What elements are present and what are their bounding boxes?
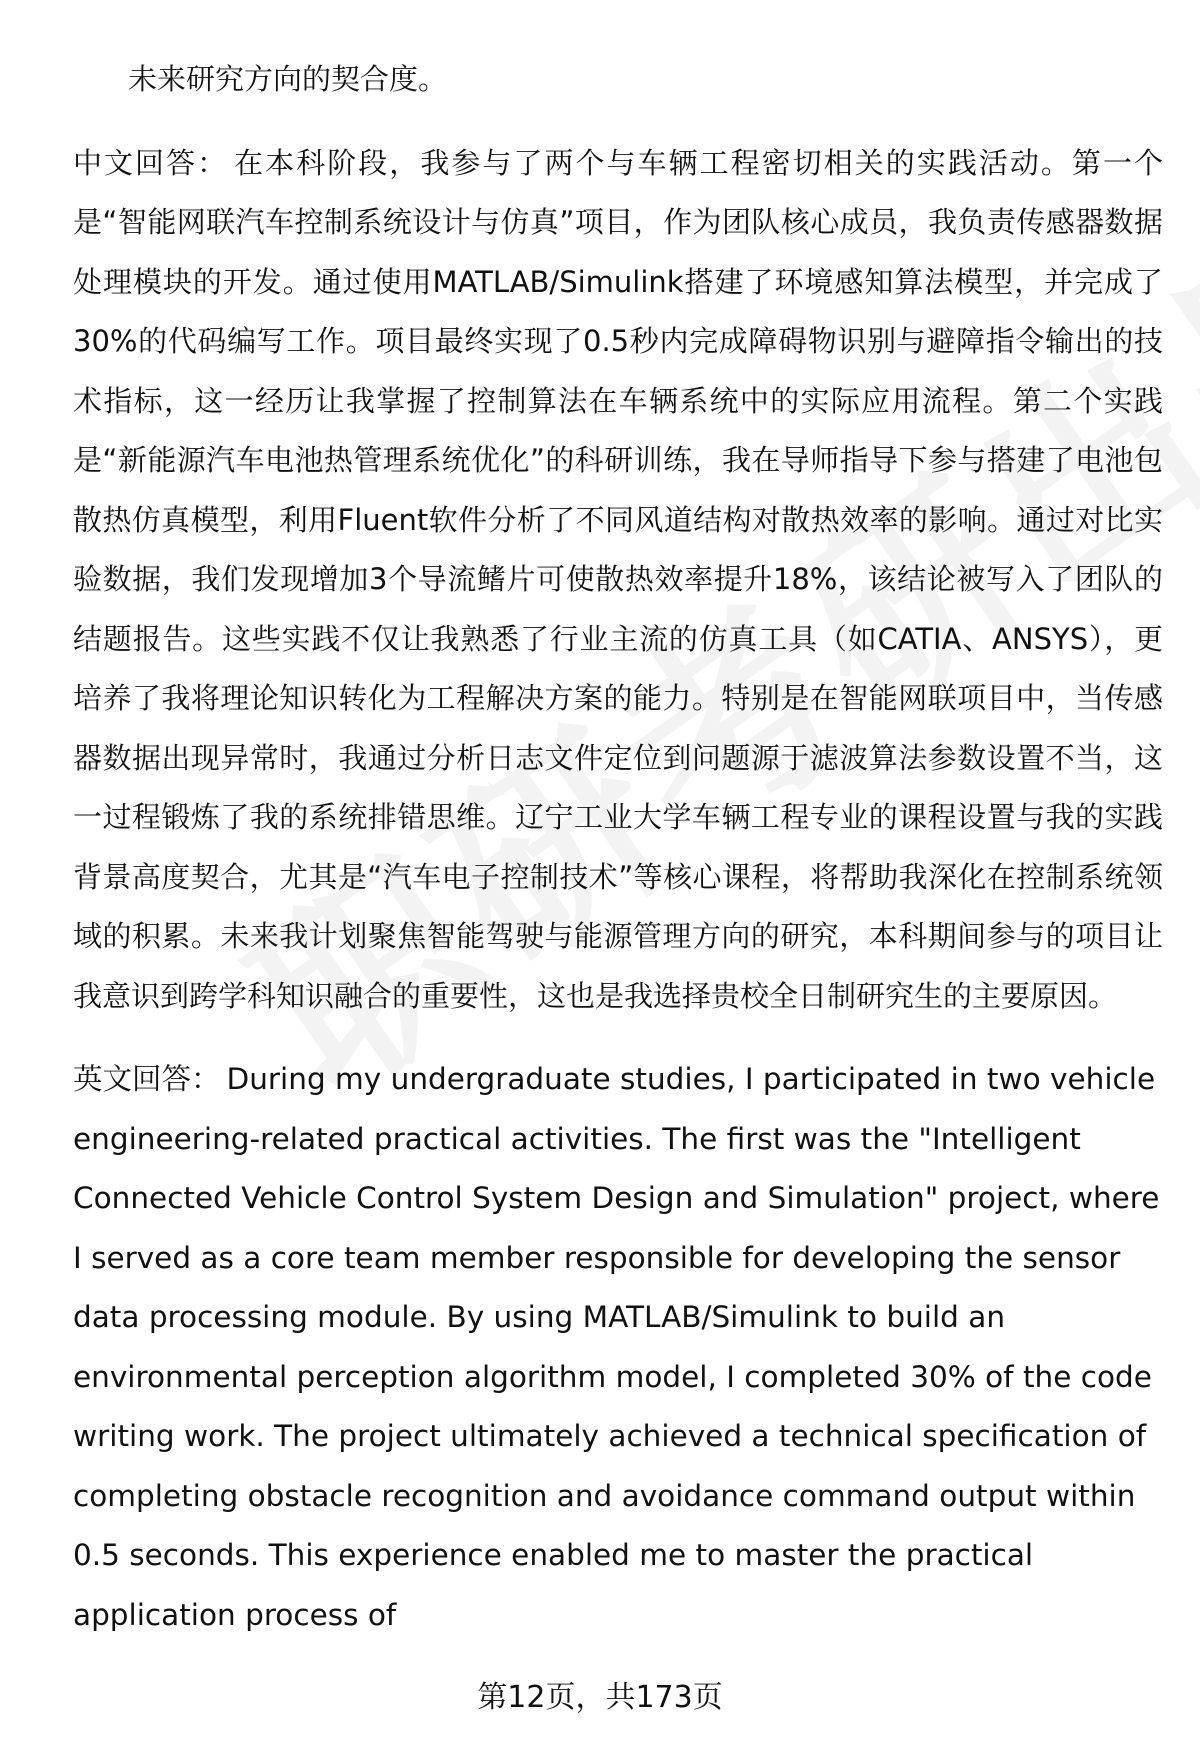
page-number: 第12页，共173页 xyxy=(477,1680,723,1715)
chinese-answer-paragraph xyxy=(73,134,1163,1027)
chinese-answer-label: 中文回答： xyxy=(73,145,229,180)
english-answer-label: 英文回答： xyxy=(73,1062,221,1096)
paragraph-gap xyxy=(73,1026,1163,1050)
continuation-text: 未来研究方向的契合度。 xyxy=(128,62,448,96)
english-answer-text: During my undergraduate studies, I participated in two vehicle engineering-related practical activities. The first was the "Intelligent Connected Vehicle Control System Design and Simulation" project, where I served as a core team member responsible for developing the sensor data processing module. By using MATLAB/Simulink to build an environmental perception algorithm model, I completed 30% of the code writing work. The project ultimately achieved a technical specification of completing obstacle recognition and avoidance command output within 0.5 seconds. This experience enabled me to master the practical application process of xyxy=(73,1062,1160,1632)
english-answer-paragraph xyxy=(73,1050,1163,1645)
document-body xyxy=(73,50,1163,1645)
paragraph-gap xyxy=(73,110,1163,134)
chinese-answer-text: 在本科阶段，我参与了两个与车辆工程密切相关的实践活动。第一个是“智能网联汽车控制系统设计与仿真”项目，作为团队核心成员，我负责传感器数据处理模块的开发。通过使用MATLAB/Simulink搭建了环境感知算法模型，并完成了30%的代码编写工作。项目最终实现了0.5秒内完成障碍物识别与避障指令输出的技术指标，这一经历让我掌握了控制算法在车辆系统中的实际应用流程。第二个实践是“新能源汽车电池热管理系统优化”的科研训练，我在导师指导下参与搭建了电池包散热仿真模型，利用Fluent软件分析了不同风道结构对散热效率的影响。通过对比实验数据，我们发现增加3个导流鳍片可使散热效率提升18%，该结论被写入了团队的结题报告。这些实践不仅让我熟悉了行业主流的仿真工具（如CATIA、ANSYS），更培养了我将理论知识转化为工程解决方案的能力。特别是在智能网联项目中，当传感器数据出现异常时，我通过分析日志文件定位到问题源于滤波算法参数设置不当，这一过程锻炼了我的系统排错思维。辽宁工业大学车辆工程专业的课程设置与我的实践背景高度契合，尤其是“汽车电子控制技术”等核心课程，将帮助我深化在控制系统领域的积累。未来我计划聚焦智能驾驶与能源管理方向的研究，本科期间参与的项目让我意识到跨学科知识融合的重要性，这也是我选择贵校全日制研究生的主要原因。 xyxy=(73,145,1163,1013)
